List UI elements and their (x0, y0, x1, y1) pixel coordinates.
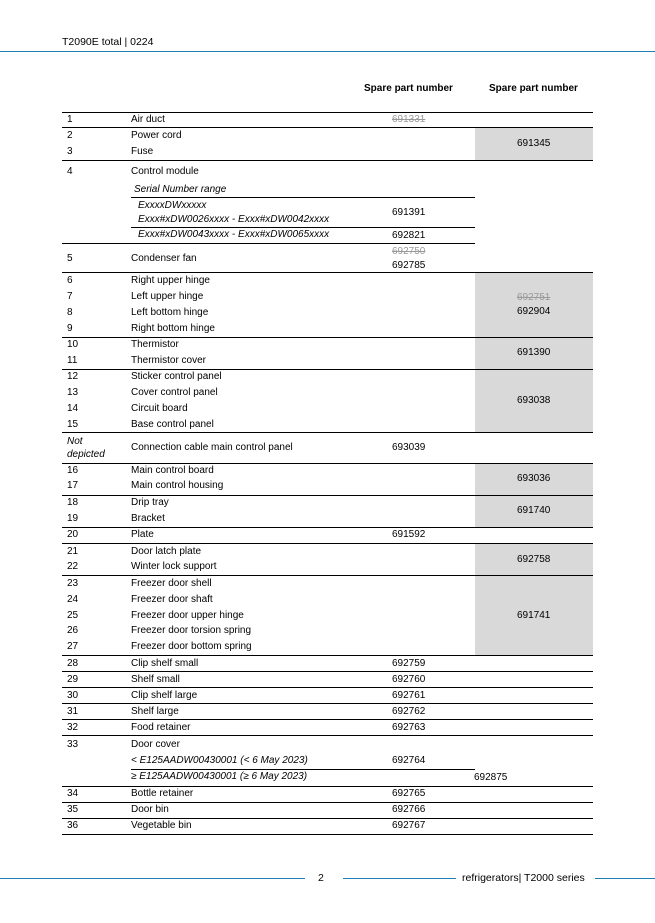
row-number: 4 (67, 166, 73, 177)
part-name: Freezer door upper hinge (131, 610, 244, 621)
row-number: 19 (67, 513, 79, 524)
row-number: 35 (67, 804, 79, 815)
table-rule (62, 687, 593, 688)
serial-range-value: Exxx#xDW0026xxxx - Exxx#xDW0042xxxx (138, 214, 330, 225)
part-number: 691345 (517, 138, 551, 149)
part-name: Condenser fan (131, 253, 197, 264)
row-number-not-depicted: Not depicted (67, 436, 105, 460)
table-rule (62, 160, 593, 161)
part-name: Right upper hinge (131, 275, 210, 286)
row-number: 3 (67, 146, 73, 157)
table-rule (62, 337, 593, 338)
part-name: Circuit board (131, 403, 188, 414)
row-number: 8 (67, 307, 73, 318)
row-number: 12 (67, 371, 79, 382)
part-number: 691741 (517, 610, 551, 621)
part-number: 692760 (392, 674, 426, 685)
part-name: Thermistor (131, 339, 179, 350)
table-rule (62, 272, 593, 273)
row-number: 16 (67, 465, 79, 476)
series-label: refrigerators| T2000 series (462, 872, 585, 884)
part-name: Main control board (131, 465, 214, 476)
table-rule (62, 127, 593, 128)
part-number: 691391 (392, 207, 426, 218)
part-number: 692821 (392, 230, 426, 241)
part-name: Freezer door shaft (131, 594, 213, 605)
row-number: 13 (67, 387, 79, 398)
table-rule (62, 655, 593, 656)
table-rule (62, 735, 593, 736)
part-name: Door cover (131, 739, 180, 750)
doc-id: T2090E total | 0224 (62, 36, 154, 48)
footer-rule-middle (343, 878, 456, 879)
row-number: 28 (67, 658, 79, 669)
part-name: Left upper hinge (131, 291, 204, 302)
part-number: 691740 (517, 505, 551, 516)
part-name: Door latch plate (131, 546, 202, 557)
part-number: 692785 (392, 260, 426, 271)
part-number: 692875 (474, 772, 508, 783)
row-number: 31 (67, 706, 79, 717)
part-number: 691592 (392, 529, 426, 540)
part-name: Thermistor cover (131, 355, 207, 366)
table-rule (62, 786, 593, 787)
part-name: Freezer door bottom spring (131, 641, 252, 652)
part-number-obsolete: 692751 (517, 292, 551, 303)
row-number: 5 (67, 253, 73, 264)
row-number: 32 (67, 722, 79, 733)
part-number: 692761 (392, 690, 426, 701)
table-rule (62, 543, 593, 544)
door-cover-variant: < E125AADW00430001 (< 6 May 2023) (131, 755, 308, 766)
part-name: Freezer door shell (131, 578, 212, 589)
header-rule (0, 51, 655, 52)
table-rule (62, 703, 593, 704)
part-number-obsolete: 692750 (392, 246, 426, 257)
part-number: 693038 (517, 395, 551, 406)
part-name: Shelf small (131, 674, 180, 685)
row-number: 2 (67, 130, 73, 141)
row-number: 17 (67, 480, 79, 491)
part-name: Control module (131, 166, 199, 177)
part-number: 692765 (392, 788, 426, 799)
part-name: Clip shelf small (131, 658, 199, 669)
row-number: 18 (67, 497, 79, 508)
row-number: 14 (67, 403, 79, 414)
part-name: Connection cable main control panel (131, 442, 293, 453)
row-number: 21 (67, 546, 79, 557)
table-rule (62, 719, 593, 720)
part-name: Clip shelf large (131, 690, 198, 701)
row-number: 15 (67, 419, 79, 430)
part-name: Left bottom hinge (131, 307, 209, 318)
part-number: 692763 (392, 722, 426, 733)
row-number: 29 (67, 674, 79, 685)
part-name: Shelf large (131, 706, 179, 717)
table-rule (131, 769, 475, 770)
row-number: 30 (67, 690, 79, 701)
table-rule (131, 227, 475, 228)
row-number: 33 (67, 739, 79, 750)
table-rule (62, 369, 593, 370)
page-number: 2 (318, 872, 324, 884)
part-name: Cover control panel (131, 387, 218, 398)
row-number: 20 (67, 529, 79, 540)
part-number: 692762 (392, 706, 426, 717)
table-rule (62, 575, 593, 576)
column-header-spare-part-1: Spare part number (364, 83, 453, 94)
door-cover-variant: ≥ E125AADW00430001 (≥ 6 May 2023) (131, 771, 308, 782)
part-number: 693036 (517, 473, 551, 484)
table-rule (62, 802, 593, 803)
serial-range-value: ExxxxDWxxxxx (138, 200, 207, 211)
part-number: 692767 (392, 820, 426, 831)
part-number: 693039 (392, 442, 426, 453)
row-number: 23 (67, 578, 79, 589)
row-number: 6 (67, 275, 73, 286)
row-number: 25 (67, 610, 79, 621)
part-name: Food retainer (131, 722, 191, 733)
row-number: 26 (67, 625, 79, 636)
table-rule (62, 112, 593, 113)
footer-rule-left (0, 878, 305, 879)
part-name: Vegetable bin (131, 820, 192, 831)
table-rule (62, 818, 593, 819)
part-number: 692759 (392, 658, 426, 669)
table-rule (62, 243, 475, 244)
part-name: Winter lock support (131, 561, 217, 572)
part-name: Bottle retainer (131, 788, 194, 799)
part-name: Freezer door torsion spring (131, 625, 252, 636)
part-name: Fuse (131, 146, 154, 157)
part-name: Door bin (131, 804, 169, 815)
part-name: Right bottom hinge (131, 323, 215, 334)
part-number: 692758 (517, 554, 551, 565)
table-rule (62, 495, 593, 496)
part-number: 691390 (517, 347, 551, 358)
table-rule (62, 834, 593, 835)
part-name: Drip tray (131, 497, 169, 508)
table-rule (62, 463, 593, 464)
part-name: Bracket (131, 513, 165, 524)
part-name: Plate (131, 529, 154, 540)
row-number: 24 (67, 594, 79, 605)
part-number-obsolete: 691331 (392, 114, 426, 125)
row-number: 22 (67, 561, 79, 572)
part-name: Power cord (131, 130, 182, 141)
part-name: Main control housing (131, 480, 224, 491)
column-header-spare-part-2: Spare part number (489, 83, 578, 94)
footer-rule-right (595, 878, 655, 879)
table-rule (62, 432, 593, 433)
row-number: 7 (67, 291, 73, 302)
row-number: 9 (67, 323, 73, 334)
row-number: 1 (67, 114, 73, 125)
part-name: Base control panel (131, 419, 214, 430)
part-number: 692904 (517, 306, 551, 317)
part-name: Sticker control panel (131, 371, 222, 382)
row-number: 27 (67, 641, 79, 652)
table-rule (62, 527, 593, 528)
part-number: 692766 (392, 804, 426, 815)
part-name: Air duct (131, 114, 165, 125)
cell-shade (475, 273, 593, 337)
serial-range-label: Serial Number range (134, 184, 227, 195)
part-number: 692764 (392, 755, 426, 766)
table-rule (131, 197, 475, 198)
serial-range-value: Exxx#xDW0043xxxx - Exxx#xDW0065xxxx (138, 229, 330, 240)
row-number: 11 (67, 355, 78, 366)
row-number: 36 (67, 820, 79, 831)
row-number: 10 (67, 339, 79, 350)
row-number: 34 (67, 788, 79, 799)
table-rule (62, 671, 593, 672)
